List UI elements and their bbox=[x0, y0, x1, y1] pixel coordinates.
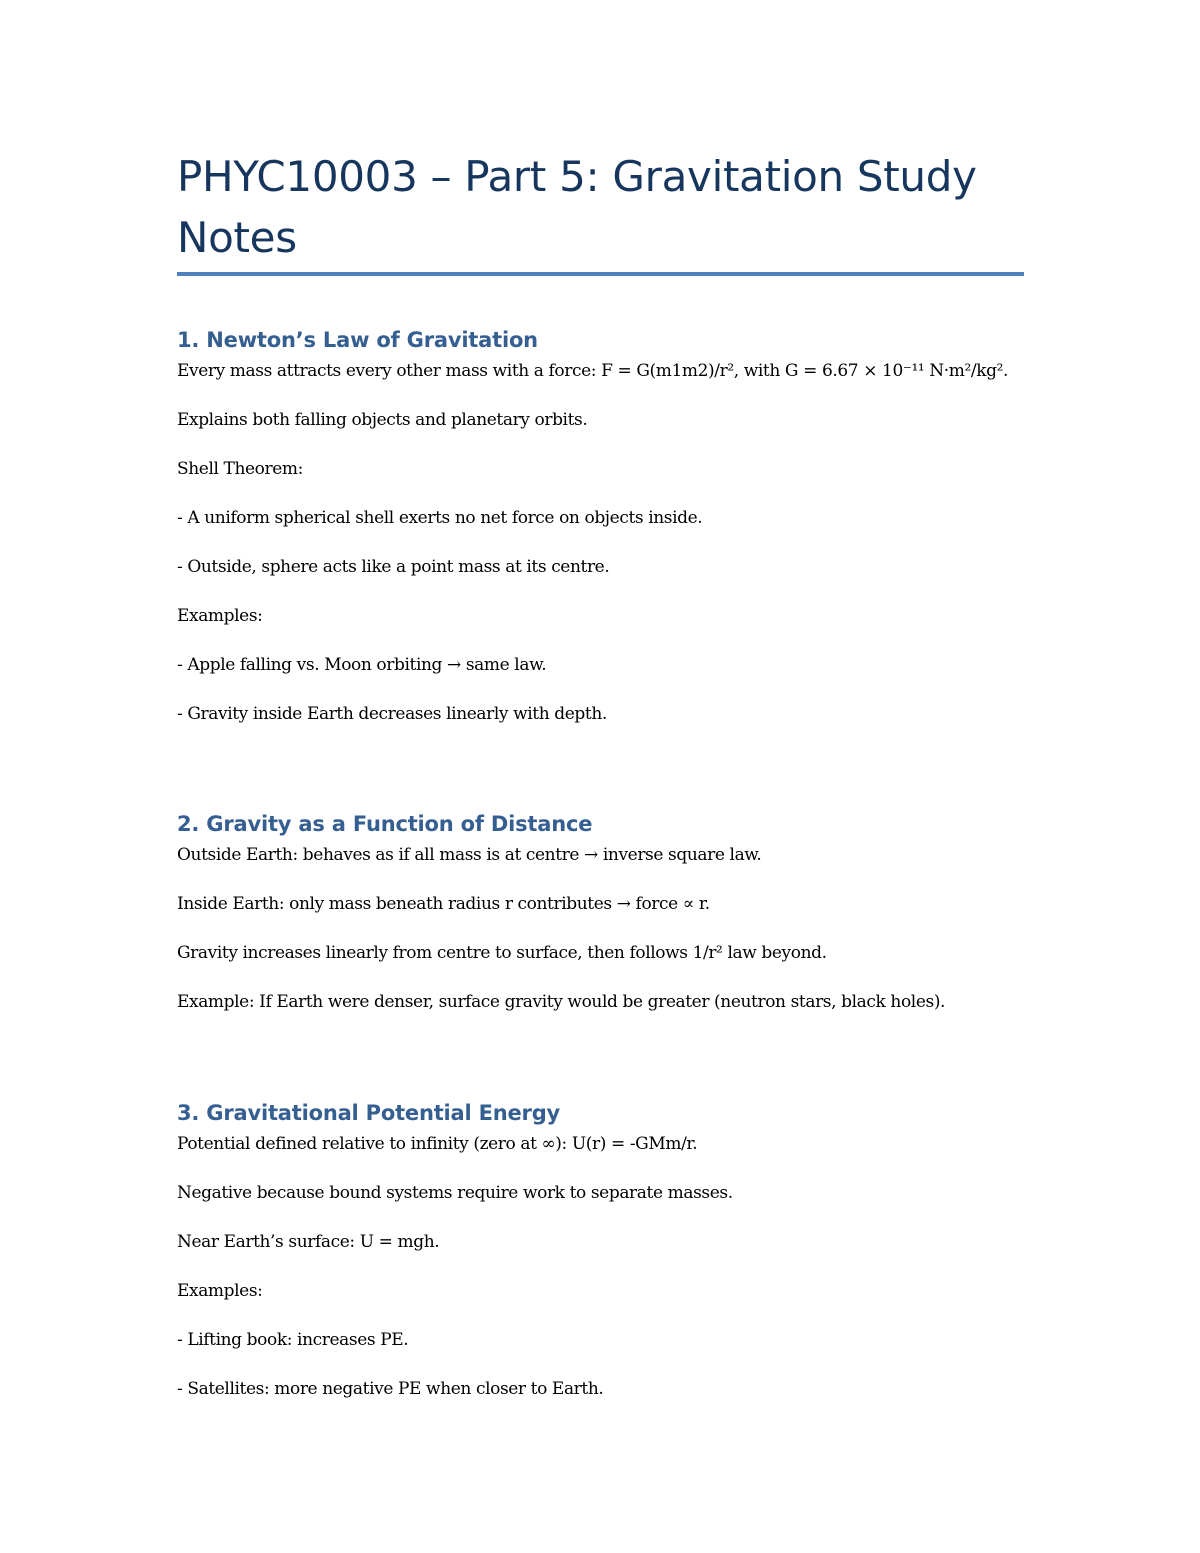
list-item: - Satellites: more negative PE when closer to Earth. bbox=[177, 1379, 604, 1399]
paragraph: Near Earth’s surface: U = mgh. bbox=[177, 1232, 440, 1252]
list-item: - Apple falling vs. Moon orbiting → same law. bbox=[177, 655, 547, 675]
list-item: - A uniform spherical shell exerts no net force on objects inside. bbox=[177, 508, 703, 528]
paragraph: Inside Earth: only mass beneath radius r contributes → force ∝ r. bbox=[177, 894, 710, 914]
paragraph: Examples: bbox=[177, 1281, 263, 1301]
paragraph: Example: If Earth were denser, surface gravity would be greater (neutron stars, black holes). bbox=[177, 992, 946, 1012]
list-item: - Outside, sphere acts like a point mass at its centre. bbox=[177, 557, 610, 577]
paragraph: Explains both falling objects and planetary orbits. bbox=[177, 410, 588, 430]
title-underline bbox=[177, 272, 1024, 276]
paragraph: Every mass attracts every other mass with a force: F = G(m1m2)/r², with G = 6.67 × 10⁻¹¹ N·m²/kg². bbox=[177, 361, 1009, 381]
section-gravity-distance bbox=[177, 809, 1024, 1037]
list-item: - Gravity inside Earth decreases linearly with depth. bbox=[177, 704, 607, 724]
list-item: - Lifting book: increases PE. bbox=[177, 1330, 409, 1350]
paragraph: Potential defined relative to infinity (zero at ∞): U(r) = -GMm/r. bbox=[177, 1134, 698, 1154]
section-heading: 1. Newton’s Law of Gravitation bbox=[177, 328, 538, 352]
section-heading: 3. Gravitational Potential Energy bbox=[177, 1101, 561, 1125]
paragraph: Shell Theorem: bbox=[177, 459, 303, 479]
section-newtons-law bbox=[177, 325, 1024, 749]
paragraph: Gravity increases linearly from centre to surface, then follows 1/r² law beyond. bbox=[177, 943, 827, 963]
paragraph: Outside Earth: behaves as if all mass is at centre → inverse square law. bbox=[177, 845, 762, 865]
paragraph: Examples: bbox=[177, 606, 263, 626]
paragraph: Negative because bound systems require work to separate masses. bbox=[177, 1183, 733, 1203]
section-potential-energy bbox=[177, 1098, 1024, 1424]
document-title: PHYC10003 – Part 5: Gravitation Study Notes bbox=[177, 152, 977, 262]
section-heading: 2. Gravity as a Function of Distance bbox=[177, 812, 593, 836]
